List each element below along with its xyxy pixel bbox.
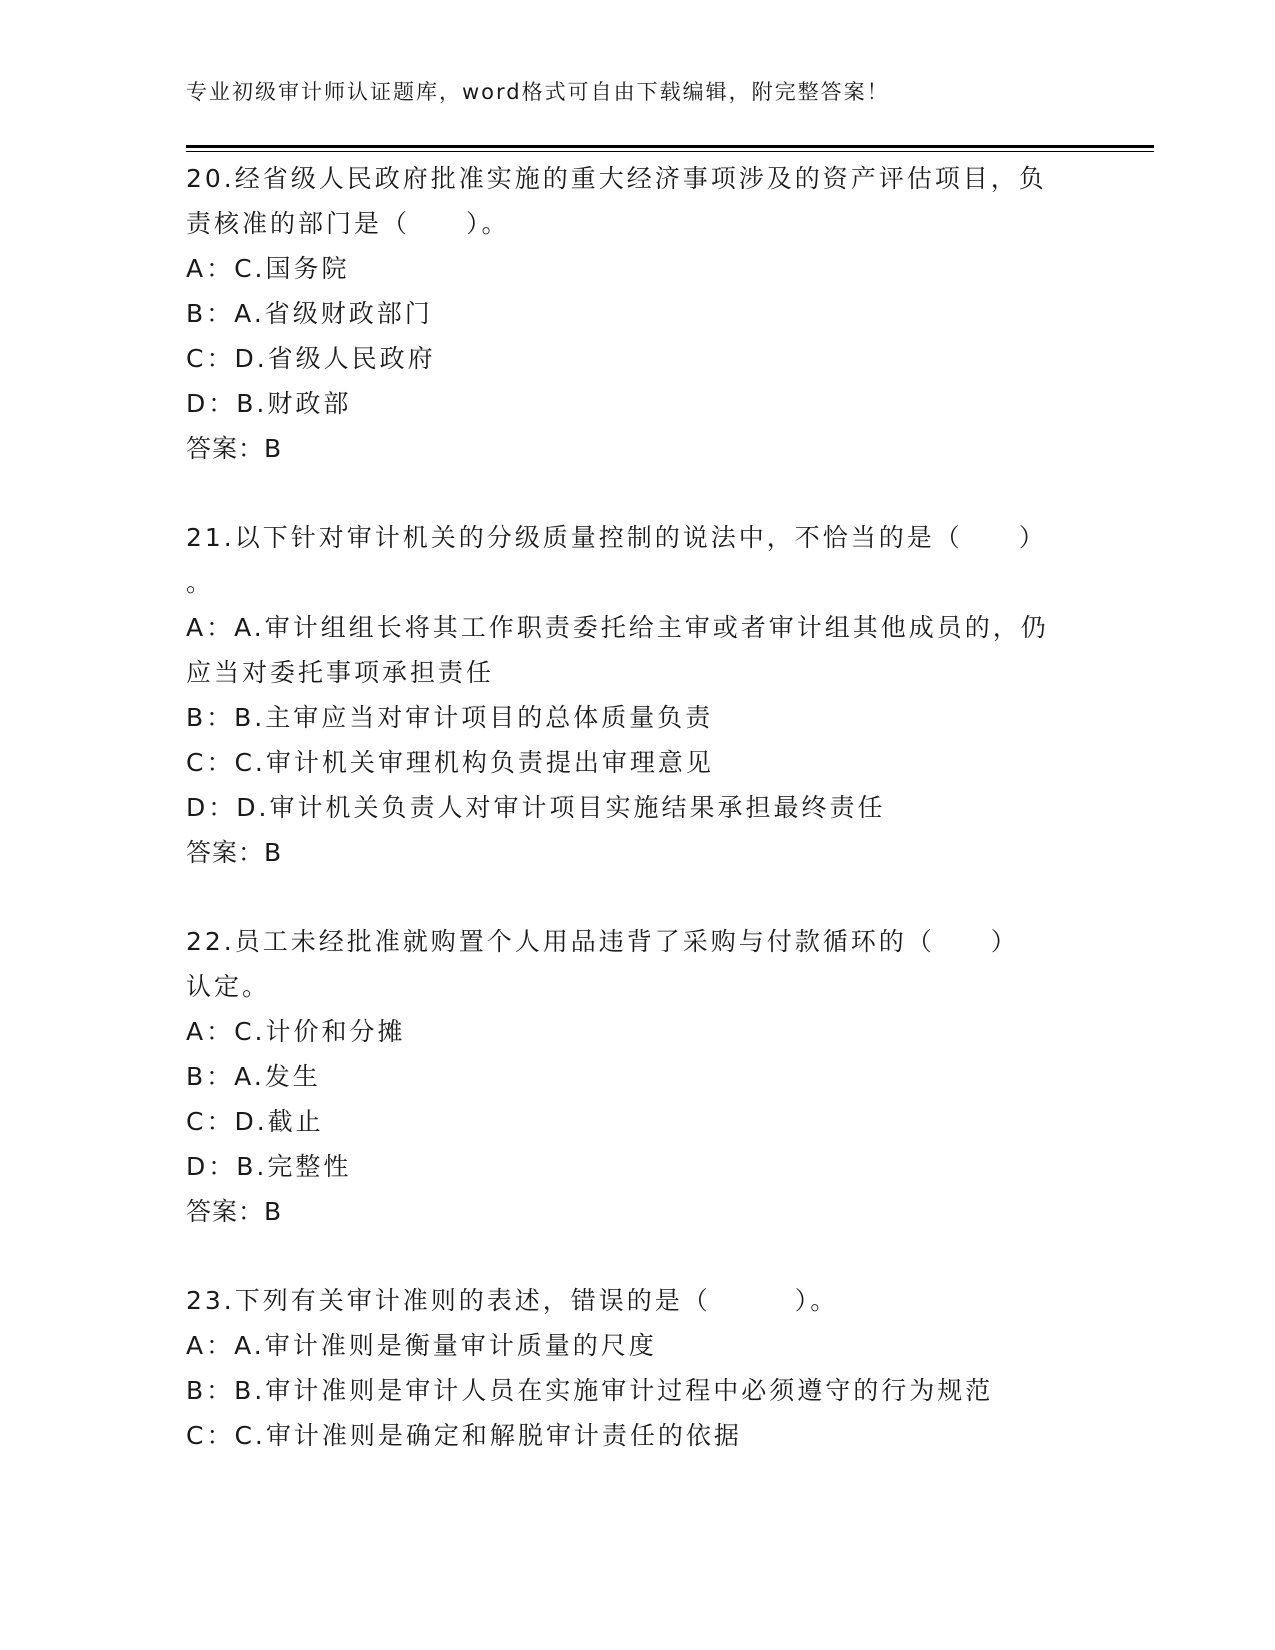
question-stem-line: 22.员工未经批准就购置个人用品违背了采购与付款循环的（ ） <box>186 927 1019 956</box>
option-b: B：B.审计准则是审计人员在实施审计过程中必须遵守的行为规范 <box>186 1376 994 1405</box>
option-b: B：A.省级财政部门 <box>186 299 433 328</box>
answer: 答案：B <box>186 1197 283 1226</box>
question-list <box>186 156 1086 1458</box>
option-d: D：B.完整性 <box>186 1152 352 1181</box>
header-rule-thin <box>186 151 1154 152</box>
option-c: C：D.截止 <box>186 1107 324 1136</box>
option-b: B：A.发生 <box>186 1062 321 1091</box>
question-stem-line: 。 <box>186 568 215 597</box>
question-20 <box>186 156 1086 471</box>
question-stem-line: 认定。 <box>186 972 271 1001</box>
question-stem-line: 责核准的部门是（ ）。 <box>186 209 510 238</box>
question-stem-line: 23.下列有关审计准则的表述，错误的是（ ）。 <box>186 1286 839 1315</box>
option-a: A：C.计价和分摊 <box>186 1017 406 1046</box>
question-21 <box>186 515 1086 875</box>
option-d: D：B.财政部 <box>186 389 352 418</box>
question-stem-line: 20.经省级人民政府批准实施的重大经济事项涉及的资产评估项目，负 <box>186 164 1047 193</box>
option-a: A：A.审计准则是衡量审计质量的尺度 <box>186 1331 657 1360</box>
question-23 <box>186 1278 1086 1458</box>
header-rule-thick <box>186 145 1154 148</box>
page-header: 专业初级审计师认证题库，word格式可自由下载编辑，附完整答案！ <box>186 80 890 104</box>
option-c: C：C.审计准则是确定和解脱审计责任的依据 <box>186 1421 742 1450</box>
option-c: C：C.审计机关审理机构负责提出审理意见 <box>186 748 714 777</box>
option-a-continued: 应当对委托事项承担责任 <box>186 658 495 687</box>
option-d: D：D.审计机关负责人对审计项目实施结果承担最终责任 <box>186 793 886 822</box>
question-stem-line: 21.以下针对审计机关的分级质量控制的说法中，不恰当的是（ ） <box>186 523 1047 552</box>
question-22 <box>186 919 1086 1234</box>
option-c: C：D.省级人民政府 <box>186 344 436 373</box>
option-a: A：C.国务院 <box>186 254 350 283</box>
option-a: A：A.审计组组长将其工作职责委托给主审或者审计组其他成员的，仍 <box>186 613 1049 642</box>
option-b: B：B.主审应当对审计项目的总体质量负责 <box>186 703 714 732</box>
answer: 答案：B <box>186 434 283 463</box>
answer: 答案：B <box>186 838 283 867</box>
